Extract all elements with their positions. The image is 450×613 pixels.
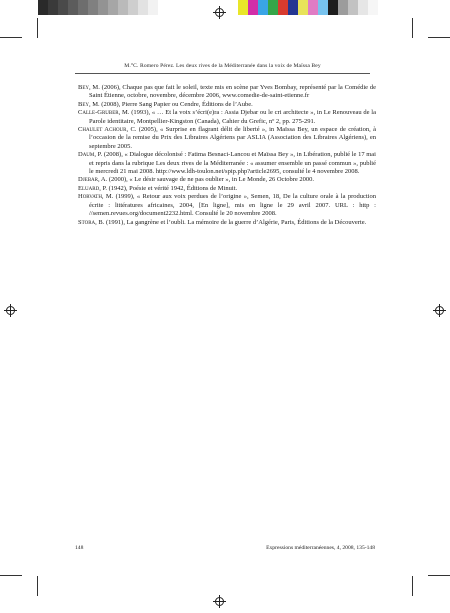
entry-author: Daum, P. <box>78 151 103 159</box>
calibration-swatch <box>268 0 278 15</box>
crop-mark <box>0 575 22 576</box>
calibration-swatch <box>338 0 348 15</box>
entry-author: Horvath, M. <box>78 193 114 201</box>
crop-mark <box>428 37 450 38</box>
calibration-swatch <box>288 0 298 15</box>
calibration-swatch <box>48 0 58 15</box>
calibration-swatch <box>68 0 78 15</box>
journal-citation: Expressions méditerranéennes, 4, 2008, 135-148 <box>266 545 375 551</box>
grayscale-calibration-bar <box>38 0 168 15</box>
calibration-swatch <box>108 0 118 15</box>
entry-author: Bey, M. <box>78 84 100 91</box>
calibration-swatch <box>368 0 378 15</box>
bibliography-entry <box>78 185 376 193</box>
calibration-swatch <box>308 0 318 15</box>
page-footer <box>75 545 375 551</box>
calibration-swatch <box>38 0 48 15</box>
bibliography-entry <box>78 126 376 151</box>
calibration-swatch <box>258 0 268 15</box>
entry-text: (1999), « Retour aux voix perdues de l’origine », Semen, 18, De la culture orale à la production écrite : littératures africaines, 2004, [En ligne], mis en ligne le 29 avril 2007. URL : http : //semen.revues.org/document2232.html. Consulté le 20 novembre 2008. <box>89 193 376 218</box>
calibration-swatch <box>348 0 358 15</box>
calibration-swatch <box>158 0 168 15</box>
crop-mark <box>37 18 38 38</box>
entry-author: Stora, B. <box>78 218 105 226</box>
entry-author: Djebar, A. <box>78 176 108 184</box>
entry-author: Calle-Gruber, M. <box>78 109 130 117</box>
calibration-swatch <box>88 0 98 15</box>
calibration-swatch <box>58 0 68 15</box>
calibration-swatch <box>128 0 138 15</box>
registration-mark-left-icon <box>4 304 17 317</box>
entry-author: Bey, M. <box>78 100 100 108</box>
entry-author: Chaulet Achour, C. <box>78 126 137 134</box>
entry-text: (1993), « … Et la voix s’écri(e)ra : Assia Djebar ou le cri architecte », in Le Renouveau de la Parole identitaire, Montpellier-Kingston (Canada), Cahier du Grefic, nº 2, pp. 275-291. <box>89 109 376 125</box>
calibration-swatch <box>248 0 258 15</box>
entry-text: (1991), La gangrène et l’oubli. La mémoire de la guerre d’Algérie, Paris, Éditions de la Découverte. <box>104 218 367 226</box>
registration-mark-bottom-icon <box>213 595 226 608</box>
bibliography-entry <box>78 176 376 184</box>
entry-text: (2008), « Dialogue décolonisé : Fatima Besnaci-Lancou et Maïssa Bey », in Libération, publié le 17 mai et repris dans la rubrique Les deux rives de la Méditerranée : « assumer ensemble un passé commun », publié le mercredi 21 mai 2008. http://www.ldh-toulon.net/spip.php?article2695, consulté le 4 novembre 2008. <box>89 151 376 176</box>
entry-author: Eluard, P. <box>78 184 107 192</box>
calibration-swatch <box>318 0 328 15</box>
bibliography-entry <box>78 193 376 218</box>
calibration-swatch <box>238 0 248 15</box>
calibration-swatch <box>138 0 148 15</box>
entry-text: (2008), Pierre Sang Papier ou Cendre, Éditions de l’Aube. <box>99 100 253 108</box>
entry-text: (1942), Poésie et vérité 1942, Éditions de Minuit. <box>106 184 238 192</box>
page-number: 148 <box>75 545 84 551</box>
calibration-swatch <box>358 0 368 15</box>
calibration-swatch <box>278 0 288 15</box>
crop-mark <box>37 576 38 596</box>
calibration-swatch <box>148 0 158 15</box>
registration-mark-top-icon <box>213 6 226 19</box>
crop-mark <box>412 18 413 38</box>
bibliography-entry <box>78 219 376 227</box>
calibration-swatch <box>328 0 338 15</box>
crop-mark <box>0 37 22 38</box>
bibliography-entry <box>78 84 376 101</box>
bibliography-entry <box>78 151 376 176</box>
bibliography-list <box>78 84 376 227</box>
header-rule <box>75 73 370 74</box>
entry-text: (2000), « Le désir sauvage de ne pas oublier », in Le Monde, 26 Octobre 2000. <box>107 176 315 184</box>
bibliography-entry <box>78 109 376 126</box>
bibliography-entry <box>78 101 376 109</box>
color-calibration-bar <box>238 0 378 15</box>
crop-mark <box>428 575 450 576</box>
entry-text: (2005), « Surprise en flagrant délit de liberté », in Maïssa Bey, un espace de création, à l’occasion de la remise du Prix des Libraires Algériens par ASLIA (Association des Libraires Algériens), en septembre 2005. <box>89 126 376 150</box>
crop-mark <box>412 576 413 596</box>
calibration-swatch <box>118 0 128 15</box>
registration-mark-right-icon <box>433 304 446 317</box>
calibration-swatch <box>78 0 88 15</box>
calibration-swatch <box>98 0 108 15</box>
calibration-swatch <box>298 0 308 15</box>
running-head: M.°C. Romero Pérez. Les deux rives de la Méditerranée dans la voix de Maïssa Bey <box>124 63 321 69</box>
entry-text: (2006), Chaque pas que fait le soleil, texte mis en scène par Yves Bombay, représenté par la Comédie de Saint Étienne, octobre, novembre, décembre 2006, www.comedie-de-saint-etienne.fr <box>89 84 376 100</box>
